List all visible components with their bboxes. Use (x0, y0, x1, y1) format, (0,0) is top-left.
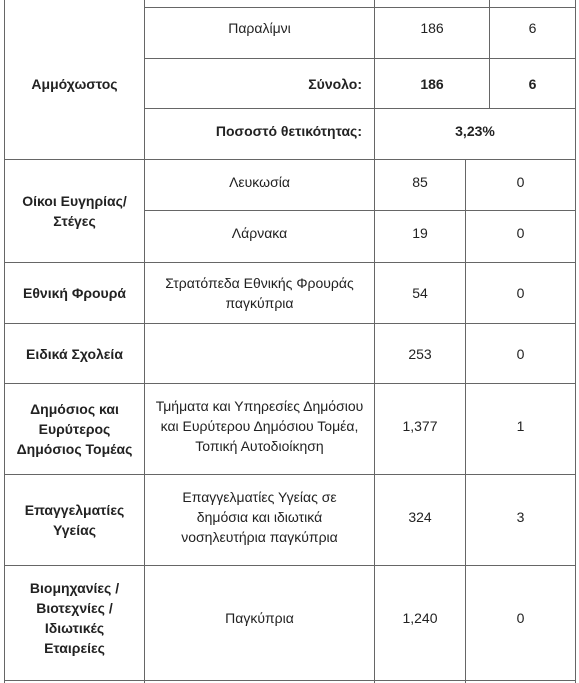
tests-cell: 19 (412, 225, 428, 241)
tests-cell: 85 (412, 174, 428, 190)
location-cell: Λευκωσία (229, 174, 290, 190)
category-cell: Βιομηχανίες / Βιοτεχνίες / Ιδιωτικές Εταιρείες (29, 580, 120, 656)
location-cell: Τμήματα και Υπηρεσίες Δημόσιου και Ευρύτερου Δημόσιου Τομέα, Τοπική Αυτοδιοίκηση (155, 398, 364, 454)
category-cell: Δημόσιος και Ευρύτερος Δημόσιος Τομέας (16, 401, 133, 457)
total-tests: 186 (420, 75, 444, 92)
location-cell: Στρατόπεδα Εθνικής Φρουράς παγκύπρια (165, 275, 354, 311)
positives-cell: 1 (516, 418, 525, 434)
category-cell: Αμμόχωστος (31, 75, 118, 92)
location-cell: Παγκύπρια (225, 610, 294, 626)
tests-cell: 324 (408, 509, 432, 525)
positivity-value: 3,23% (455, 123, 495, 139)
tests-cell: 253 (408, 345, 432, 362)
positives-cell: 0 (516, 345, 525, 362)
category-cell: Εθνική Φρουρά (23, 285, 126, 301)
tests-cell: 186 (420, 20, 444, 36)
location-cell: Λάρνακα (231, 225, 288, 241)
positivity-label: Ποσοστό θετικότητας: (215, 123, 362, 139)
total-positives: 6 (528, 75, 537, 92)
tests-cell: 54 (412, 285, 428, 301)
positives-cell: 0 (516, 285, 525, 301)
total-label: Σύνολο: (308, 75, 362, 92)
category-cell: Οίκοι Ευγηρίας/ Στέγες (22, 193, 127, 229)
location-cell (145, 324, 374, 383)
positives-cell: 0 (516, 610, 525, 626)
category-cell: Επαγγελματίες Υγείας (24, 502, 125, 538)
tests-cell: 1,377 (402, 418, 438, 434)
positives-cell: 3 (516, 509, 525, 525)
location-cell: Επαγγελματίες Υγείας σε δημόσια και ιδιωτικά νοσηλευτήρια παγκύπρια (181, 489, 338, 545)
positives-cell: 6 (528, 20, 537, 36)
category-cell: Ειδικά Σχολεία (26, 345, 123, 362)
location-cell: Παραλίμνι (228, 20, 291, 36)
positives-cell: 0 (516, 174, 525, 190)
tests-cell: 1,240 (402, 610, 438, 626)
positives-cell: 0 (516, 225, 525, 241)
